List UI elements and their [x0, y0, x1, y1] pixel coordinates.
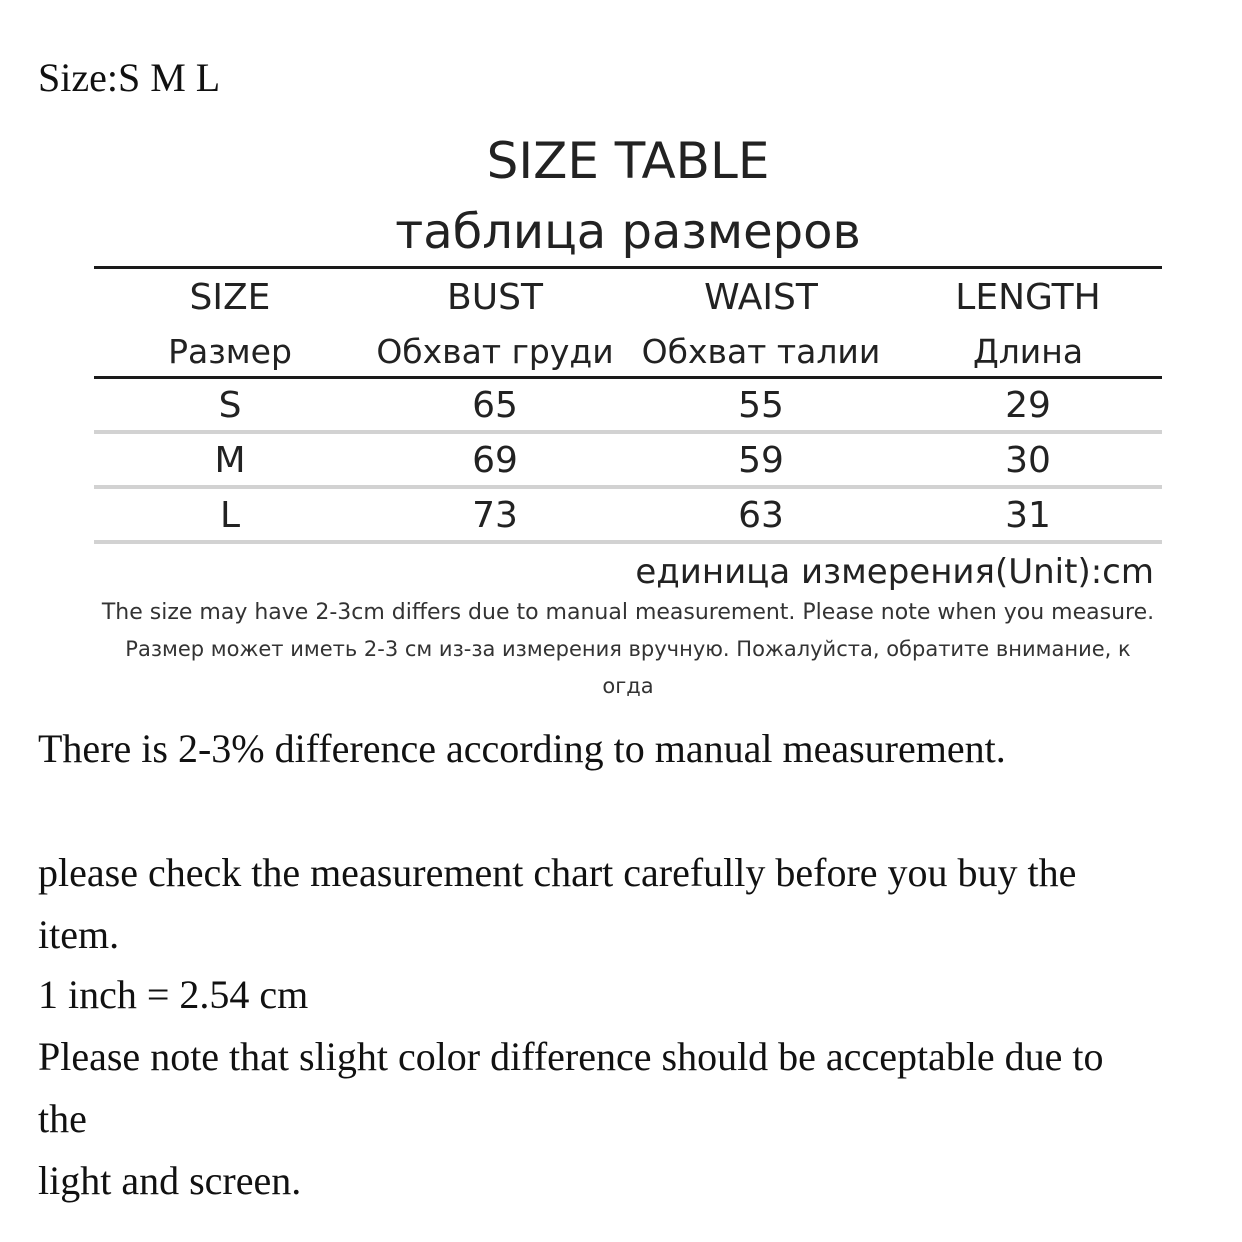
header-bust-ru: Обхват груди: [376, 332, 614, 371]
difference-note: There is 2-3% difference according to manual measurement.: [38, 726, 1006, 771]
header-length-ru: Длина: [972, 332, 1084, 371]
row-l-waist: 63: [738, 495, 784, 536]
row-l-size: L: [219, 495, 241, 536]
row-s-length: 29: [1005, 385, 1051, 426]
row-s-bust: 65: [472, 385, 518, 426]
note-english: The size may have 2-3cm differs due to manual measurement. Please note when you measure.: [101, 600, 1155, 625]
note-russian-continued: огда: [602, 674, 654, 698]
header-bottom-rule: [94, 376, 1162, 379]
note-russian: Размер может иметь 2-3 см из-за измерения вручную. Пожалуйста, обратите внимание, к: [125, 637, 1131, 661]
size-options: Size:S M L: [38, 55, 221, 100]
row-m-size: M: [214, 440, 246, 481]
header-size-ru: Размер: [168, 332, 292, 371]
table-title: SIZE TABLE: [486, 132, 770, 190]
check-chart-note-continued: item.: [38, 912, 120, 957]
row-s-waist: 55: [738, 385, 784, 426]
color-note-continued: the: [38, 1096, 87, 1141]
header-waist-ru: Обхват талии: [641, 332, 881, 371]
row-m-length: 30: [1005, 440, 1051, 481]
row-m-bust: 69: [472, 440, 518, 481]
header-size: SIZE: [189, 277, 271, 318]
check-chart-note: please check the measurement chart carefully before you buy the: [38, 850, 1077, 895]
row-divider: [94, 485, 1162, 489]
header-waist: WAIST: [704, 277, 818, 318]
row-divider: [94, 430, 1162, 434]
table-subtitle: таблица размеров: [395, 204, 861, 260]
color-note: Please note that slight color difference should be acceptable due to: [38, 1034, 1104, 1079]
inch-conversion: 1 inch = 2.54 cm: [38, 972, 309, 1017]
row-s-size: S: [218, 385, 242, 426]
color-note-end: light and screen.: [38, 1158, 302, 1203]
row-m-waist: 59: [738, 440, 784, 481]
row-l-bust: 73: [472, 495, 518, 536]
header-bust: BUST: [447, 277, 543, 318]
table-top-rule: [94, 266, 1162, 269]
header-length: LENGTH: [955, 277, 1101, 318]
row-l-length: 31: [1005, 495, 1051, 536]
table-bottom-rule: [94, 540, 1162, 544]
unit-note: единица измерения(Unit):cm: [635, 552, 1154, 592]
